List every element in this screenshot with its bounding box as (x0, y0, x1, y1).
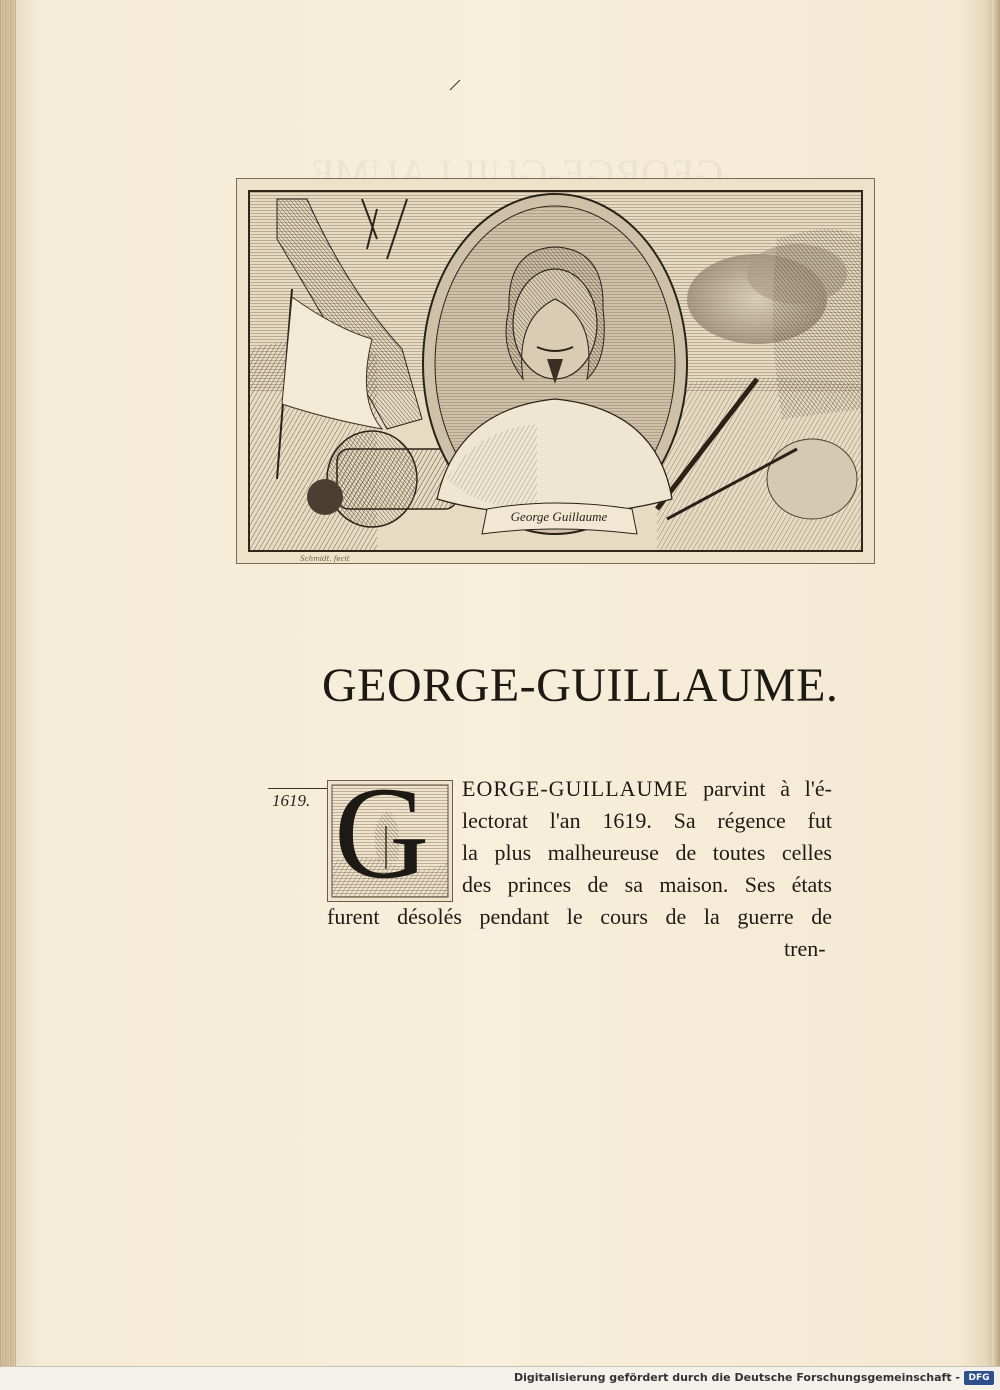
body-word: maison. (659, 872, 729, 897)
body-word: Ses (744, 872, 776, 897)
body-line-1 (462, 776, 832, 802)
body-word: plus (494, 840, 532, 865)
body-word: princes (507, 872, 572, 897)
portrait-engraving (236, 178, 875, 564)
digitization-footer (0, 1366, 1000, 1390)
body-word: sa (624, 872, 643, 897)
body-word: l'é- (804, 776, 832, 801)
body-word: EORGE-GUILLAUME (462, 776, 689, 801)
body-word: la (462, 840, 478, 865)
margin-rule (268, 788, 330, 789)
ink-mark-icon (448, 78, 462, 92)
body-word: le (566, 904, 583, 929)
body-word: de (811, 904, 832, 929)
body-word: guerre (737, 904, 794, 929)
body-word: de (665, 904, 687, 929)
dfg-logo-icon[interactable]: DFG (964, 1371, 994, 1385)
body-word: furent (327, 904, 380, 929)
portrait-caption: George Guillaume (510, 509, 608, 524)
body-line-2 (462, 808, 832, 834)
body-word: 1619. (602, 808, 652, 833)
body-word: Sa (673, 808, 696, 833)
body-word: malheureuse (547, 840, 659, 865)
portrait-engraving-icon (237, 179, 874, 563)
body-line-5 (327, 904, 832, 930)
body-word: à (780, 776, 791, 801)
body-word: des (462, 872, 492, 897)
body-word: cours (600, 904, 648, 929)
body-word: celles (781, 840, 832, 865)
drop-cap (327, 759, 453, 906)
drop-cap-letter: G (334, 759, 430, 906)
page-title: GEORGE-GUILLAUME. (322, 659, 839, 712)
body-word: pendant (479, 904, 550, 929)
body-word: toutes (712, 840, 766, 865)
engraver-signature: Schmidt. fecit (300, 555, 350, 563)
body-word: désolés (397, 904, 462, 929)
body-word: régence (717, 808, 786, 833)
body-line-3 (462, 840, 832, 866)
body-word: lectorat (462, 808, 528, 833)
page-edge-left (0, 0, 16, 1366)
margin-year: 1619. (272, 791, 311, 810)
body-line-4 (462, 872, 832, 898)
footer-credit: Digitalisierung gefördert durch die Deutsche Forschungsgemeinschaft - (513, 1371, 960, 1384)
page-edge-right (992, 0, 1000, 1366)
body-word: fut (807, 808, 832, 833)
body-word: l'an (549, 808, 581, 833)
body-word: de (675, 840, 697, 865)
catchword: tren- (784, 936, 826, 961)
body-word: états (791, 872, 832, 897)
body-word: de (587, 872, 609, 897)
body-word: parvint (703, 776, 766, 801)
body-word: la (703, 904, 720, 929)
